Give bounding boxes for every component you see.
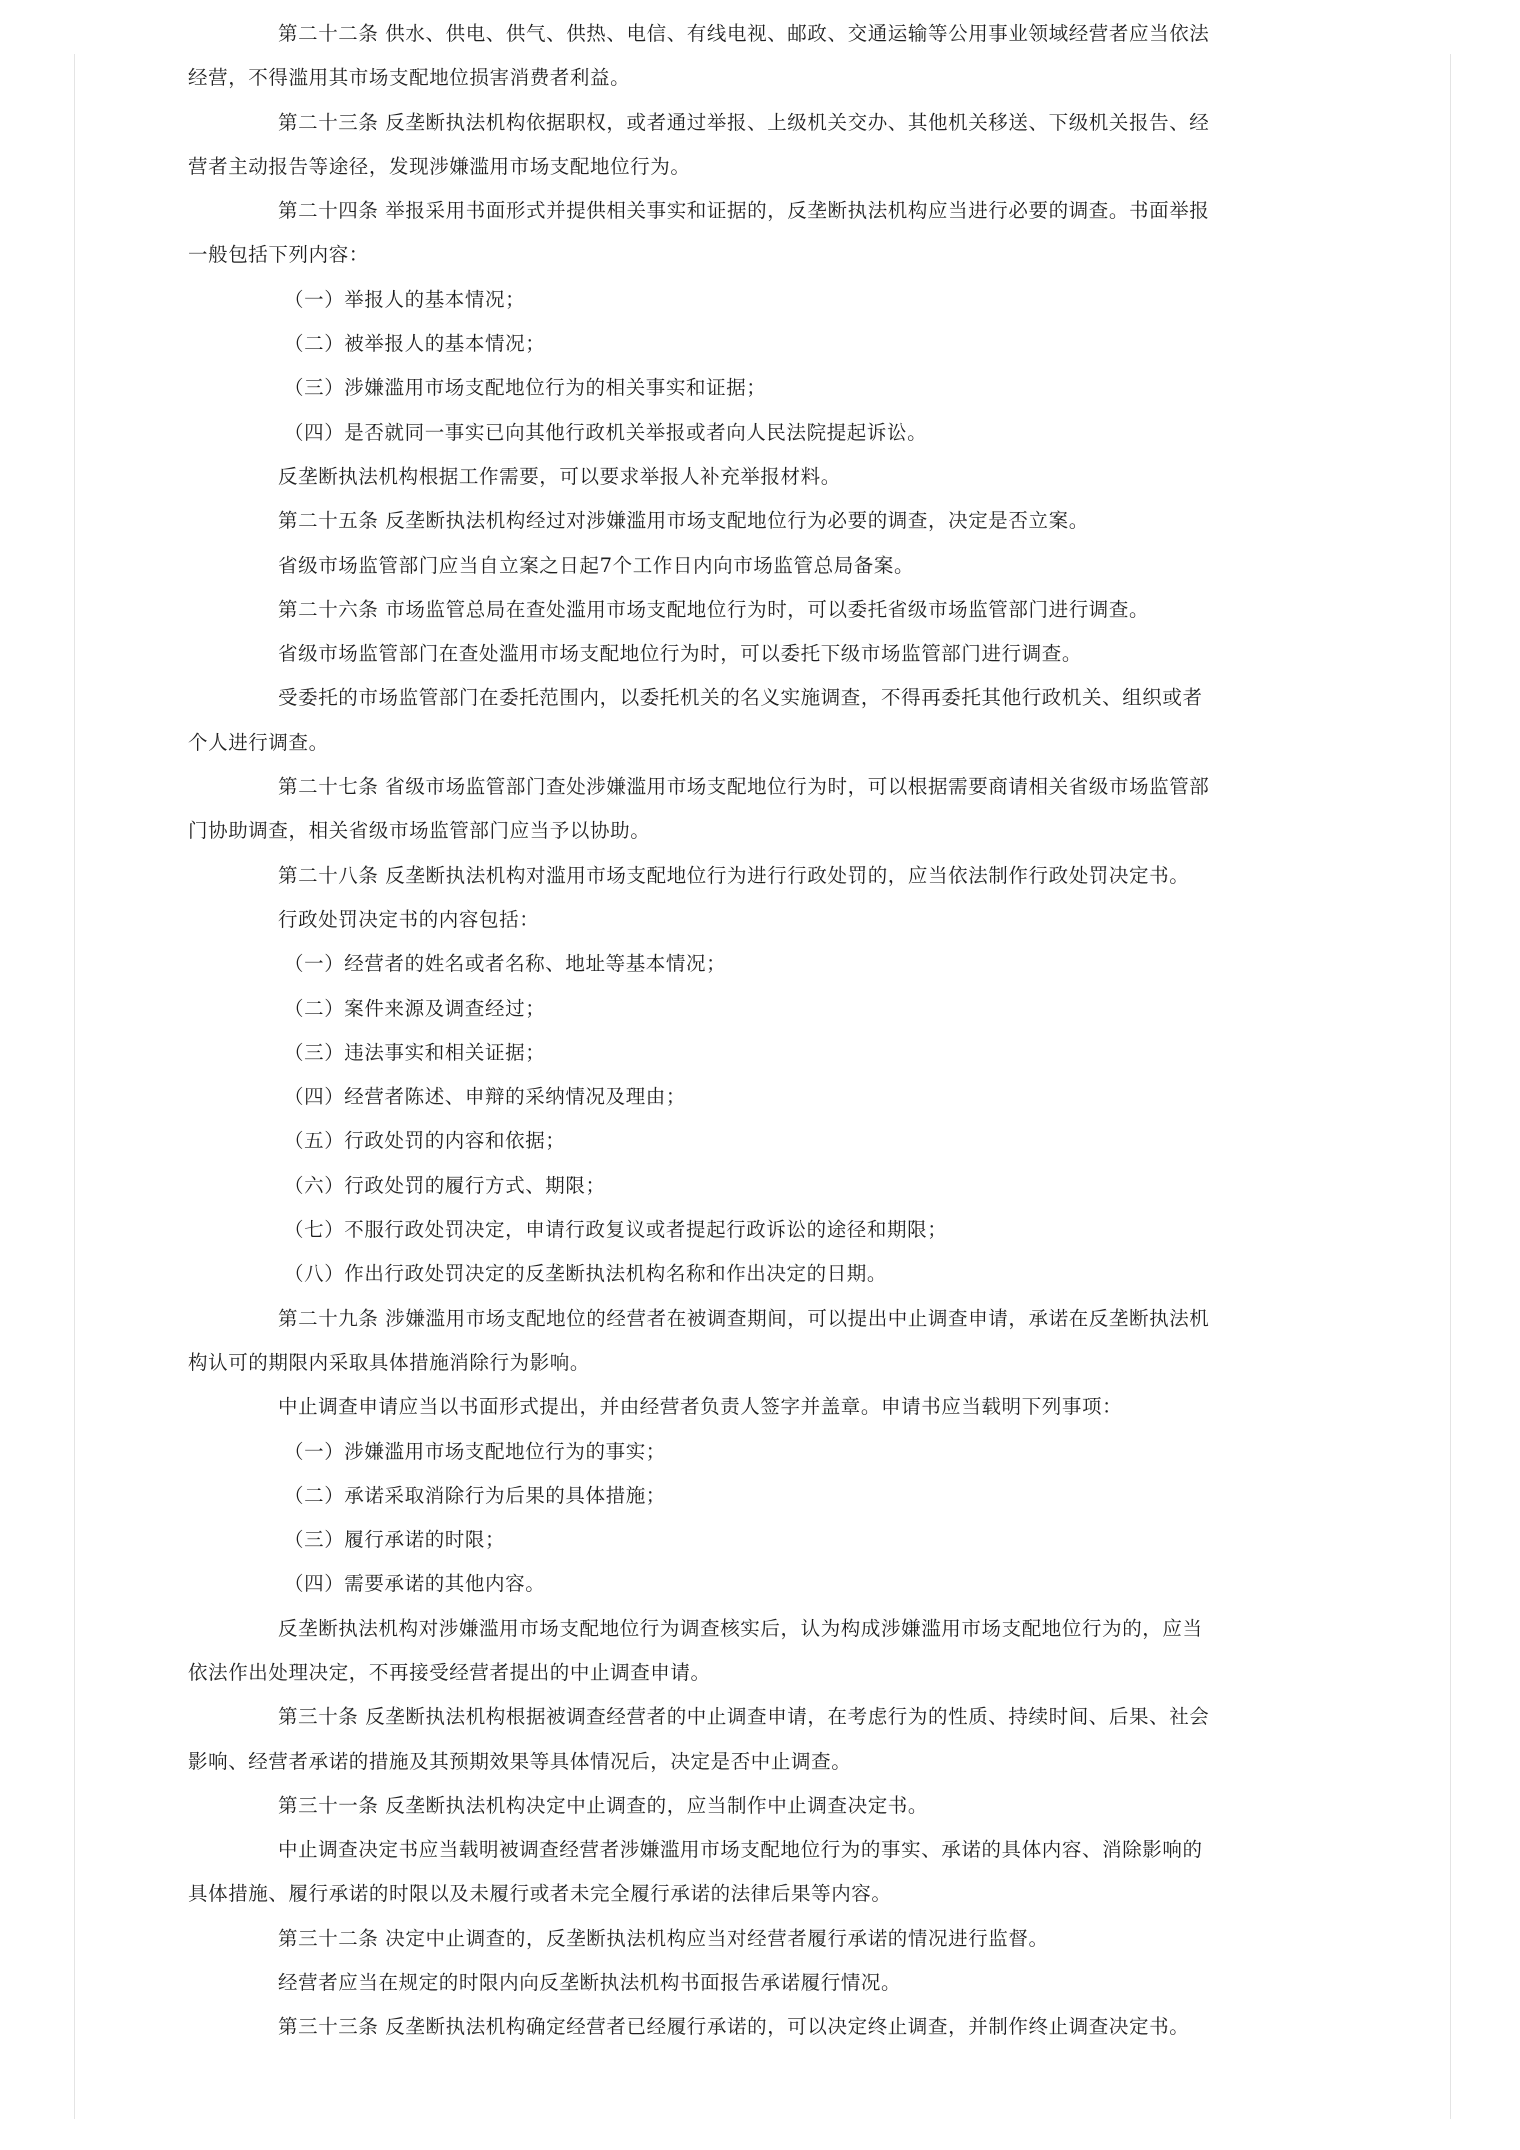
list-item: （二）承诺采取消除行为后果的具体措施；: [284, 1483, 666, 1507]
paragraph-continuation: 一般包括下列内容：: [188, 243, 369, 267]
paragraph-line: 反垄断执法机构对涉嫌滥用市场支配地位行为调查核实后，认为构成涉嫌滥用市场支配地位行为的，应当: [278, 1616, 1203, 1640]
list-item: （二）案件来源及调查经过；: [284, 996, 546, 1020]
paragraph-continuation: 个人进行调查。: [188, 730, 329, 754]
paragraph-line: 反垄断执法机构根据工作需要，可以要求举报人补充举报材料。: [278, 464, 841, 488]
paragraph-line: 中止调查决定书应当载明被调查经营者涉嫌滥用市场支配地位行为的事实、承诺的具体内容、消除影响的: [278, 1838, 1203, 1862]
paragraph-continuation: 构认可的期限内采取具体措施消除行为影响。: [188, 1350, 591, 1374]
list-item: （三）涉嫌滥用市场支配地位行为的相关事实和证据；: [284, 376, 767, 400]
list-item: （一）经营者的姓名或者名称、地址等基本情况；: [284, 952, 727, 976]
paragraph-continuation: 具体措施、履行承诺的时限以及未履行或者未完全履行承诺的法律后果等内容。: [188, 1882, 892, 1906]
list-item: （四）是否就同一事实已向其他行政机关举报或者向人民法院提起诉讼。: [284, 420, 928, 444]
list-item: （四）经营者陈述、申辩的采纳情况及理由；: [284, 1085, 687, 1109]
list-item: （二）被举报人的基本情况；: [284, 332, 546, 356]
page-border-left: [74, 54, 75, 2119]
list-item: （一）涉嫌滥用市场支配地位行为的事实；: [284, 1439, 666, 1463]
list-item: （五）行政处罚的内容和依据；: [284, 1129, 566, 1153]
list-item: （四）需要承诺的其他内容。: [284, 1572, 546, 1596]
paragraph-continuation: 经营，不得滥用其市场支配地位损害消费者利益。: [188, 66, 631, 90]
list-item: （七）不服行政处罚决定，申请行政复议或者提起行政诉讼的途径和期限；: [284, 1218, 948, 1242]
paragraph-line: 第三十条 反垄断执法机构根据被调查经营者的中止调查申请，在考虑行为的性质、持续时间、后果、社会: [278, 1705, 1210, 1729]
paragraph-line: 第三十一条 反垄断执法机构决定中止调查的，应当制作中止调查决定书。: [278, 1793, 928, 1817]
page-border-right: [1450, 54, 1451, 2119]
paragraph-line: 省级市场监管部门应当自立案之日起7个工作日内向市场监管总局备案。: [278, 553, 915, 577]
paragraph-line: 第二十五条 反垄断执法机构经过对涉嫌滥用市场支配地位行为必要的调查，决定是否立案。: [278, 509, 1089, 533]
paragraph-line: 中止调查申请应当以书面形式提出，并由经营者负责人签字并盖章。申请书应当载明下列事项：: [278, 1395, 1123, 1419]
paragraph-line: 第二十二条 供水、供电、供气、供热、电信、有线电视、邮政、交通运输等公用事业领域经营者应当依法: [278, 22, 1210, 45]
paragraph-continuation: 影响、经营者承诺的措施及其预期效果等具体情况后，决定是否中止调查。: [188, 1749, 852, 1773]
paragraph-line: 第二十七条 省级市场监管部门查处涉嫌滥用市场支配地位行为时，可以根据需要商请相关省级市场监管部: [278, 775, 1210, 799]
paragraph-line: 第二十九条 涉嫌滥用市场支配地位的经营者在被调查期间，可以提出中止调查申请，承诺在反垄断执法机: [278, 1306, 1210, 1330]
list-item: （八）作出行政处罚决定的反垄断执法机构名称和作出决定的日期。: [284, 1262, 888, 1286]
list-item: （六）行政处罚的履行方式、期限；: [284, 1173, 606, 1197]
paragraph-line: 第二十三条 反垄断执法机构依据职权，或者通过举报、上级机关交办、其他机关移送、下级机关报告、经: [278, 110, 1210, 134]
list-item: （三）违法事实和相关证据；: [284, 1040, 546, 1064]
list-item: （一）举报人的基本情况；: [284, 287, 526, 311]
paragraph-line: 第三十三条 反垄断执法机构确定经营者已经履行承诺的，可以决定终止调查，并制作终止调查决定书。: [278, 2015, 1190, 2039]
paragraph-continuation: 依法作出处理决定，不再接受经营者提出的中止调查申请。: [188, 1660, 711, 1684]
paragraph-continuation: 营者主动报告等途径，发现涉嫌滥用市场支配地位行为。: [188, 154, 691, 178]
paragraph-line: 第二十八条 反垄断执法机构对滥用市场支配地位行为进行行政处罚的，应当依法制作行政处罚决定书。: [278, 863, 1190, 887]
paragraph-line: 第三十二条 决定中止调查的，反垄断执法机构应当对经营者履行承诺的情况进行监督。: [278, 1926, 1049, 1950]
paragraph-line: 经营者应当在规定的时限内向反垄断执法机构书面报告承诺履行情况。: [278, 1971, 902, 1995]
document-body: [188, 12, 1298, 2050]
paragraph-line: 省级市场监管部门在查处滥用市场支配地位行为时，可以委托下级市场监管部门进行调查。: [278, 642, 1083, 666]
paragraph-line: 行政处罚决定书的内容包括：: [278, 907, 540, 931]
list-item: （三）履行承诺的时限；: [284, 1528, 506, 1552]
paragraph-continuation: 门协助调查，相关省级市场监管部门应当予以协助。: [188, 819, 651, 843]
paragraph-line: 第二十四条 举报采用书面形式并提供相关事实和证据的，反垄断执法机构应当进行必要的调查。书面举报: [278, 199, 1210, 223]
paragraph-line: 第二十六条 市场监管总局在查处滥用市场支配地位行为时，可以委托省级市场监管部门进行调查。: [278, 597, 1150, 621]
paragraph-line: 受委托的市场监管部门在委托范围内，以委托机关的名义实施调查，不得再委托其他行政机关、组织或者: [278, 686, 1203, 710]
